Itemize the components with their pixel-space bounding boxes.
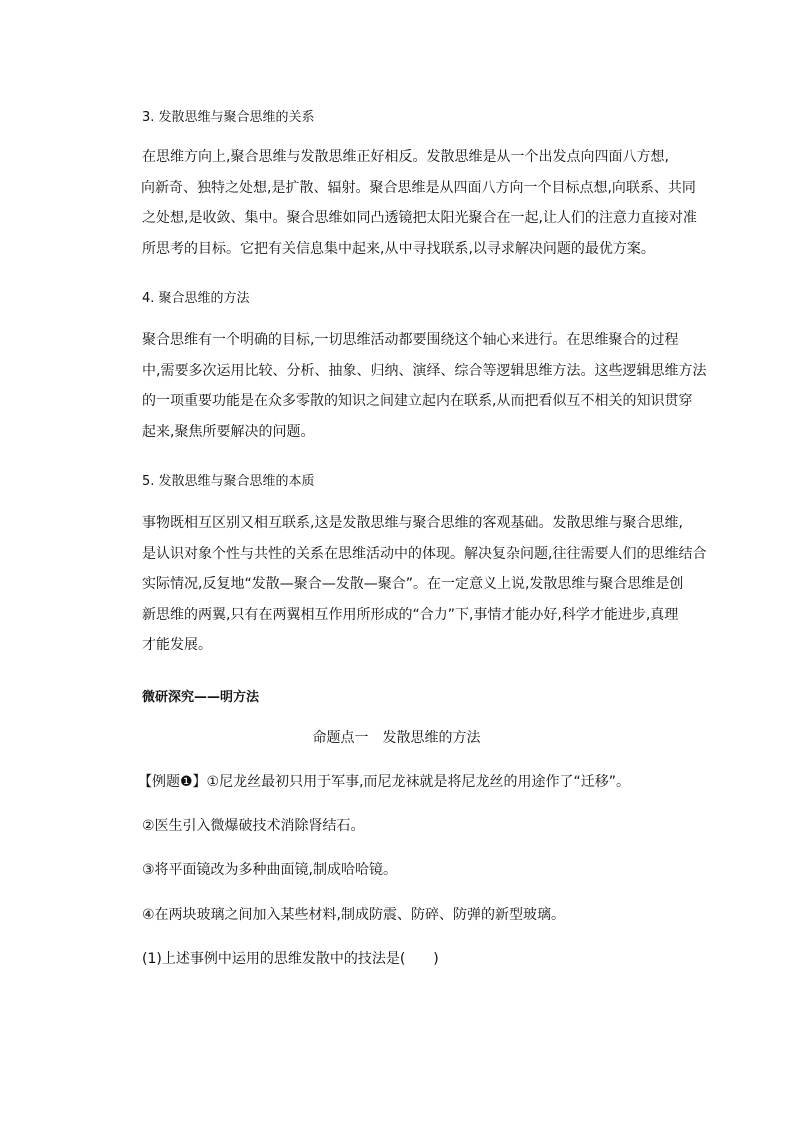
- paragraph-line: 实际情况,反复地“发散—聚合—发散—聚合”。在一定意义上说,发散思维与聚合思维是创: [142, 576, 684, 592]
- paragraph-line: 新思维的两翼,只有在两翼相互作用所形成的“合力”下,事情才能办好,科学才能进步,真理: [142, 606, 679, 623]
- proposition-title: 命题点一 发散思维的方法: [312, 730, 481, 746]
- paragraph-line: 起来,聚焦所要解决的问题。: [142, 423, 315, 440]
- section-5-paragraph: [142, 508, 707, 661]
- question-1: (1)上述事例中运用的思维发散中的技法是( ): [142, 951, 439, 967]
- example-line-1: 【例题❶】①尼龙丝最初只用于军事,而尼龙袜就是将尼龙丝的用途作了“迁移”。: [138, 774, 631, 790]
- paragraph-line: 所思考的目标。它把有关信息集中起来,从中寻找联系,以寻求解决问题的最优方案。: [142, 240, 655, 257]
- paragraph-line: 向新奇、独特之处想,是扩散、辐射。聚合思维是从四面八方向一个目标点想,向联系、共同: [141, 179, 696, 196]
- paragraph-line: 之处想,是收敛、集中。聚合思维如同凸透镜把太阳光聚合在一起,让人们的注意力直接对准: [142, 210, 697, 226]
- section-4-heading: 4. 聚合思维的方法: [142, 291, 250, 306]
- example-line-3: ③将平面镜改为多种曲面镜,制成哈哈镜。: [142, 862, 397, 878]
- paragraph-line: 在思维方向上,聚合思维与发散思维正好相反。发散思维是从一个出发点向四面八方想,: [142, 149, 669, 165]
- section-5-heading: 5. 发散思维与聚合思维的本质: [142, 474, 315, 489]
- paragraph-line: 是认识对象个性与共性的关系在思维活动中的体现。解决复杂问题,往往需要人们的思维结合: [142, 545, 707, 562]
- example-line-2: ②医生引入微爆破技术消除肾结石。: [142, 818, 365, 834]
- research-heading: 微研深究——明方法: [142, 690, 260, 705]
- paragraph-line: 的一项重要功能是在众多零散的知识之间建立起内在联系,从而把看似互不相关的知识贯穿: [142, 393, 693, 409]
- section-4-paragraph: [142, 325, 707, 447]
- paragraph-line: 聚合思维有一个明确的目标,一切思维活动都要围绕这个轴心来进行。在思维聚合的过程: [142, 332, 679, 348]
- section-3-paragraph: [141, 142, 697, 264]
- section-3-heading: 3. 发散思维与聚合思维的关系: [142, 110, 315, 125]
- paragraph-line: 事物既相互区别又相互联系,这是发散思维与聚合思维的客观基础。发散思维与聚合思维,: [142, 515, 683, 531]
- example-line-4: ④在两块玻璃之间加入某些材料,制成防震、防碎、防弹的新型玻璃。: [142, 907, 565, 923]
- paragraph-line: 中,需要多次运用比较、分析、抽象、归纳、演绎、综合等逻辑思维方法。这些逻辑思维方法: [142, 362, 707, 379]
- paragraph-line: 才能发展。: [142, 637, 212, 653]
